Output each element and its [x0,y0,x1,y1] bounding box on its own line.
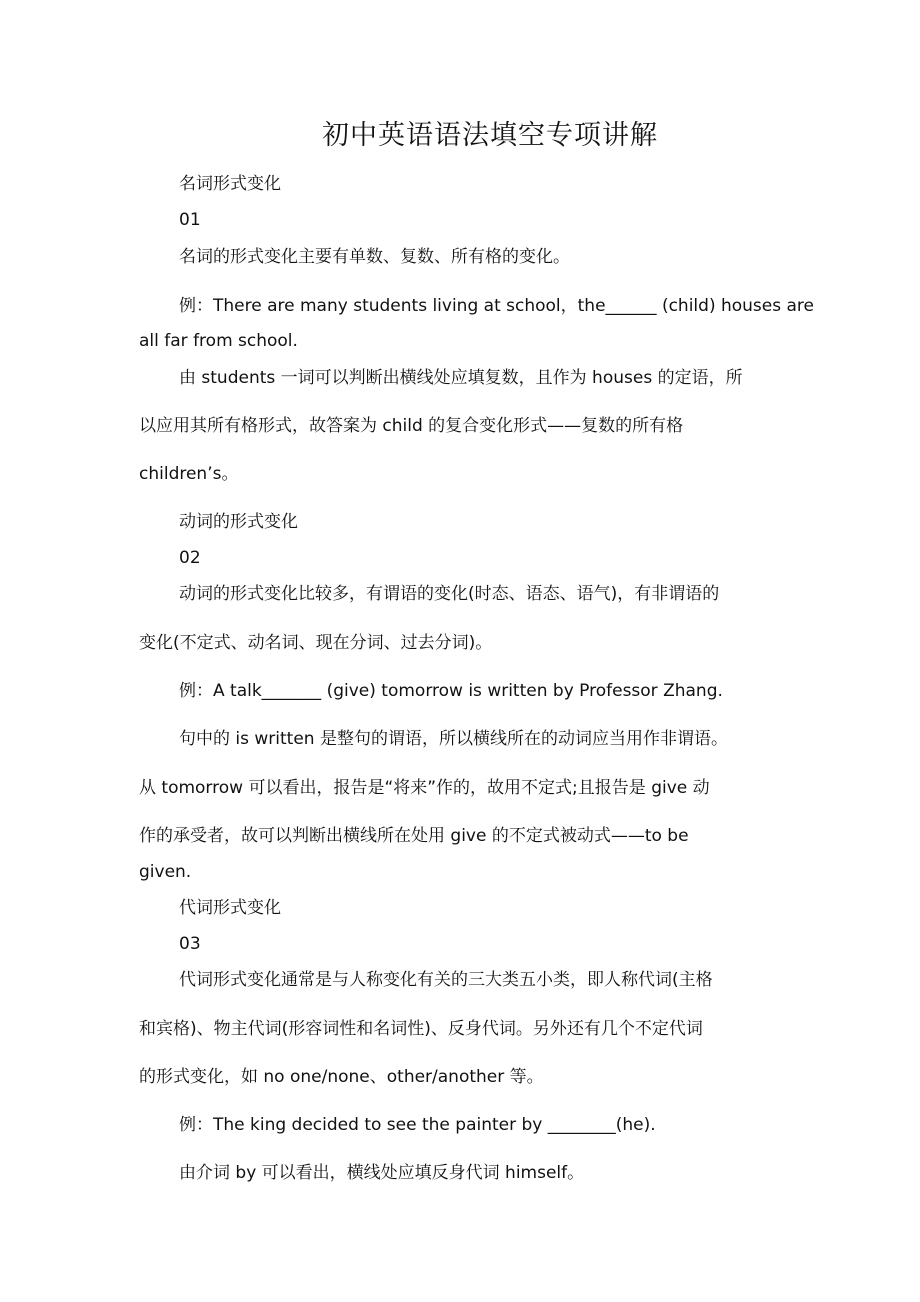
paragraph-text: 作的承受者，故可以判断出横线所在处用 give 的不定式被动式——to be [139,826,689,846]
page-title: 初中英语语法填空专项讲解 [322,120,658,151]
paragraph-text: 名词的形式变化主要有单数、复数、所有格的变化。 [179,247,570,267]
section-heading-noun: 名词形式变化 [179,174,281,194]
paragraph-text: 和宾格)、物主代词(形容词性和名词性)、反身代词。另外还有几个不定代词 [139,1019,703,1039]
section-heading-verb: 动词的形式变化 [179,512,298,532]
paragraph-text: 动词的形式变化比较多，有谓语的变化(时态、语态、语气)，有非谓语的 [179,584,720,604]
paragraph-text: 由 students 一词可以判断出横线处应填复数，且作为 houses 的定语，所 [179,368,743,388]
section-heading-pronoun: 代词形式变化 [179,898,281,918]
paragraph-text: 变化(不定式、动名词、现在分词、过去分词)。 [139,633,493,653]
paragraph-text: given. [139,862,192,882]
paragraph-text: 句中的 is written 是整句的谓语，所以横线所在的动词应当用作非谓语。 [179,729,728,749]
paragraph-text: 从 tomorrow 可以看出，报告是“将来”作的，故用不定式;且报告是 give 动 [139,778,710,798]
example-line: all far from school. [139,331,298,351]
paragraph-text: 的形式变化，如 no one/none、other/another 等。 [139,1067,544,1087]
paragraph-text: children’s。 [139,464,239,484]
paragraph-text: 由介词 by 可以看出，横线处应填反身代词 himself。 [179,1163,585,1183]
section-number-03: 03 [179,934,201,954]
section-number-02: 02 [179,548,201,568]
section-number-01: 01 [179,210,201,230]
paragraph-text: 代词形式变化通常是与人称变化有关的三大类五小类，即人称代词(主格 [179,970,713,990]
example-line: 例：The king decided to see the painter by ________(he). [179,1115,656,1135]
paragraph-text: 以应用其所有格形式，故答案为 child 的复合变化形式——复数的所有格 [139,416,684,436]
example-line: 例：A talk_______ (give) tomorrow is written by Professor Zhang. [179,681,723,701]
example-line: 例：There are many students living at school，the______ (child) houses are [179,296,814,316]
